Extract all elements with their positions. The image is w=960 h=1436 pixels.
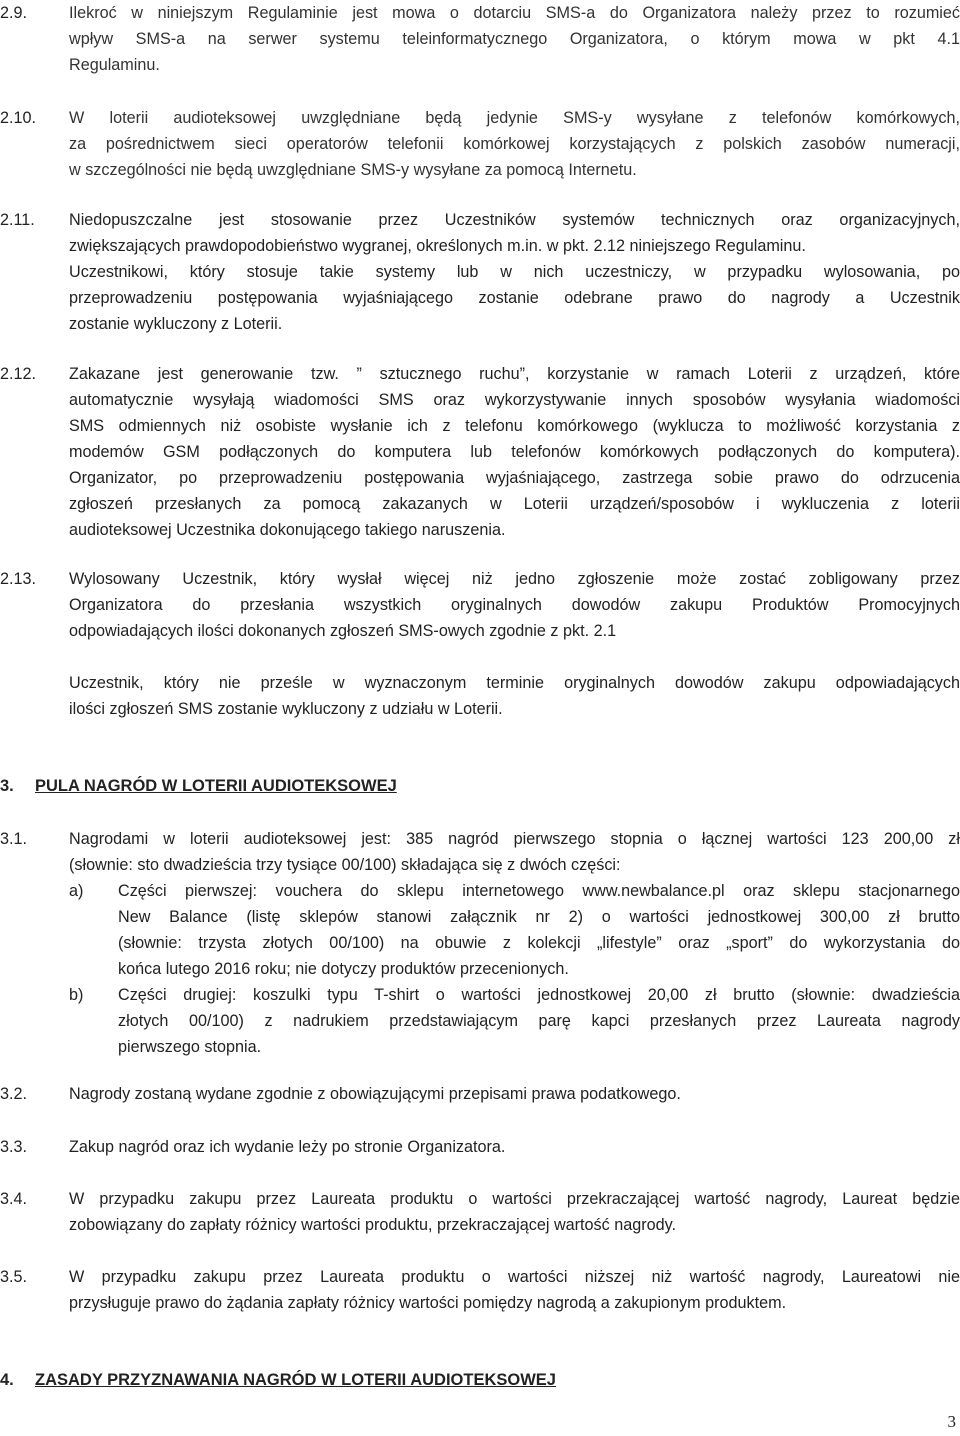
text-line: W przypadku zakupu przez Laureata produktu o wartości niższej niż wartość nagrody, Laureatowi nie	[69, 1268, 960, 1286]
paragraph-number: 3.2.	[0, 1085, 28, 1103]
text-line: złotych 00/100) z nadrukiem przedstawiającym parę kapci przesłanych przez Laureata nagrody	[118, 1012, 960, 1030]
text-line: modemów GSM podłączonych do komputera lub telefonów komórkowych podłączonych do komputera).	[69, 443, 960, 461]
text-line: Części drugiej: koszulki typu T-shirt o wartości jednostkowej 20,00 zł brutto (słownie: dwadzieścia	[118, 986, 960, 1004]
paragraph-2-11	[0, 207, 960, 337]
text-line: zobowiązany do zapłaty różnicy wartości produktu, przekraczającej wartość nagrody.	[69, 1216, 677, 1234]
text-line: ilości zgłoszeń SMS zostanie wykluczony z udziału w Loterii.	[69, 700, 503, 718]
paragraph-3-1	[0, 826, 960, 1060]
section-title: PULA NAGRÓD W LOTERII AUDIOTEKSOWEJ	[35, 777, 397, 795]
text-line: SMS odmiennych niż osobiste wysłanie ich z telefonu komórkowego (wyklucza to możliwość korzystania z	[69, 417, 960, 435]
page-number: 3	[947, 1412, 956, 1431]
text-line: Uczestnik, który nie prześle w wyznaczonym terminie oryginalnych dowodów zakupu odpowiadających	[69, 674, 960, 692]
text-line: zwiększających prawdopodobieństwo wygranej, określonych m.in. w pkt. 2.12 niniejszego Regulaminu.	[69, 237, 806, 255]
text-line: przysługuje prawo do żądania zapłaty różnicy wartości pomiędzy nagrodą a zakupionym produktem.	[69, 1294, 787, 1312]
text-line: New Balance (listę sklepów stanowi załącznik nr 2) o wartości jednostkowej 300,00 zł brutto	[118, 908, 960, 926]
paragraph-number: 3.1.	[0, 830, 28, 848]
paragraph-3-3	[0, 1134, 960, 1160]
text-line: automatycznie wysyłają wiadomości SMS oraz wykorzystywanie innych sposobów wysyłania wiadomości	[69, 391, 960, 409]
text-line: Niedopuszczalne jest stosowanie przez Uczestników systemów technicznych oraz organizacyjnych,	[69, 211, 960, 229]
sub-item-a	[69, 878, 960, 982]
sub-item-label: a)	[69, 882, 84, 900]
paragraph-number: 2.9.	[0, 4, 28, 22]
section-number: 4.	[0, 1371, 14, 1389]
text-line: odpowiadających ilości dokonanych zgłoszeń SMS-owych zgodnie z pkt. 2.1	[69, 622, 617, 640]
text-line: wpływ SMS-a na serwer systemu teleinformatycznego Organizatora, o którym mowa w pkt 4.1	[69, 30, 960, 48]
text-line: za pośrednictwem sieci operatorów telefonii komórkowej korzystających z polskich zasobów numeracji,	[69, 135, 960, 153]
text-line: W loterii audioteksowej uwzględniane będą jedynie SMS-y wysyłane z telefonów komórkowych,	[69, 109, 960, 127]
text-line: Organizatora do przesłania wszystkich oryginalnych dowodów zakupu Produktów Promocyjnych	[69, 596, 960, 614]
paragraph-3-2	[0, 1081, 960, 1107]
text-line: przeprowadzeniu postępowania wyjaśniającego zostanie odebrane prawo do nagrody a Uczestnik	[69, 289, 960, 307]
paragraph-number: 3.4.	[0, 1190, 28, 1208]
text-line: Organizator, po przeprowadzeniu postępowania wyjaśniającego, zastrzega sobie prawo do odrzucenia	[69, 469, 960, 487]
paragraph-number: 2.11.	[0, 211, 35, 229]
text-line: Wylosowany Uczestnik, który wysłał więcej niż jedno zgłoszenie może zostać zobligowany przez	[69, 570, 960, 588]
paragraph-2-10	[0, 105, 960, 183]
section-number: 3.	[0, 777, 14, 795]
paragraph-2-12	[0, 361, 960, 543]
paragraph-3-5	[0, 1264, 960, 1316]
paragraph-2-9	[0, 0, 960, 78]
text-line: (słownie: trzysta złotych 00/100) na obuwie z kolekcji „lifestyle” oraz „sport” do wykorzystania do	[118, 934, 960, 952]
paragraph-number: 3.5.	[0, 1268, 28, 1286]
text-line: w szczególności nie będą uwzględniane SMS-y wysyłane za pomocą Internetu.	[69, 161, 637, 179]
paragraph-number: 3.3.	[0, 1138, 28, 1156]
text-line: zgłoszeń przesłanych za pomocą zakazanych w Loterii urządzeń/sposobów i wykluczenia z loterii	[69, 495, 960, 513]
text-line: Zakup nagród oraz ich wydanie leży po stronie Organizatora.	[69, 1138, 506, 1156]
text-line: W przypadku zakupu przez Laureata produktu o wartości przekraczającej wartość nagrody, Laureat będzie	[69, 1190, 960, 1208]
section-title: ZASADY PRZYZNAWANIA NAGRÓD W LOTERII AUDIOTEKSOWEJ	[35, 1371, 556, 1389]
text-line: Zakazane jest generowanie tzw. ” sztucznego ruchu”, korzystanie w ramach Loterii z urządzeń, które	[69, 365, 960, 383]
text-line: Regulaminu.	[69, 56, 160, 74]
text-line: Ilekroć w niniejszym Regulaminie jest mowa o dotarciu SMS-a do Organizatora należy przez to rozumieć	[69, 4, 960, 22]
sub-item-label: b)	[69, 986, 84, 1004]
text-line: Części pierwszej: vouchera do sklepu internetowego www.newbalance.pl oraz sklepu stacjonarnego	[118, 882, 960, 900]
text-line: końca lutego 2016 roku; nie dotyczy produktów przecenionych.	[118, 960, 569, 978]
text-line: (słownie: sto dwadzieścia trzy tysiące 00/100) składająca się z dwóch części:	[69, 856, 621, 874]
sub-item-b	[69, 982, 960, 1060]
paragraph-2-13	[0, 566, 960, 722]
text-line: audioteksowej Uczestnika dokonującego takiego naruszenia.	[69, 521, 506, 539]
text-line: Nagrodami w loterii audioteksowej jest: 385 nagród pierwszego stopnia o łącznej wartości 123 200,00 zł	[69, 830, 960, 848]
text-line: Uczestnikowi, który stosuje takie systemy lub w nich uczestniczy, w przypadku wylosowania, po	[69, 263, 960, 281]
paragraph-number: 2.10.	[0, 109, 37, 127]
text-line: Nagrody zostaną wydane zgodnie z obowiązującymi przepisami prawa podatkowego.	[69, 1085, 681, 1103]
paragraph-number: 2.13.	[0, 570, 37, 588]
text-line: zostanie wykluczony z Loterii.	[69, 315, 283, 333]
paragraph-3-4	[0, 1186, 960, 1238]
paragraph-number: 2.12.	[0, 365, 37, 383]
text-line: pierwszego stopnia.	[118, 1038, 262, 1056]
